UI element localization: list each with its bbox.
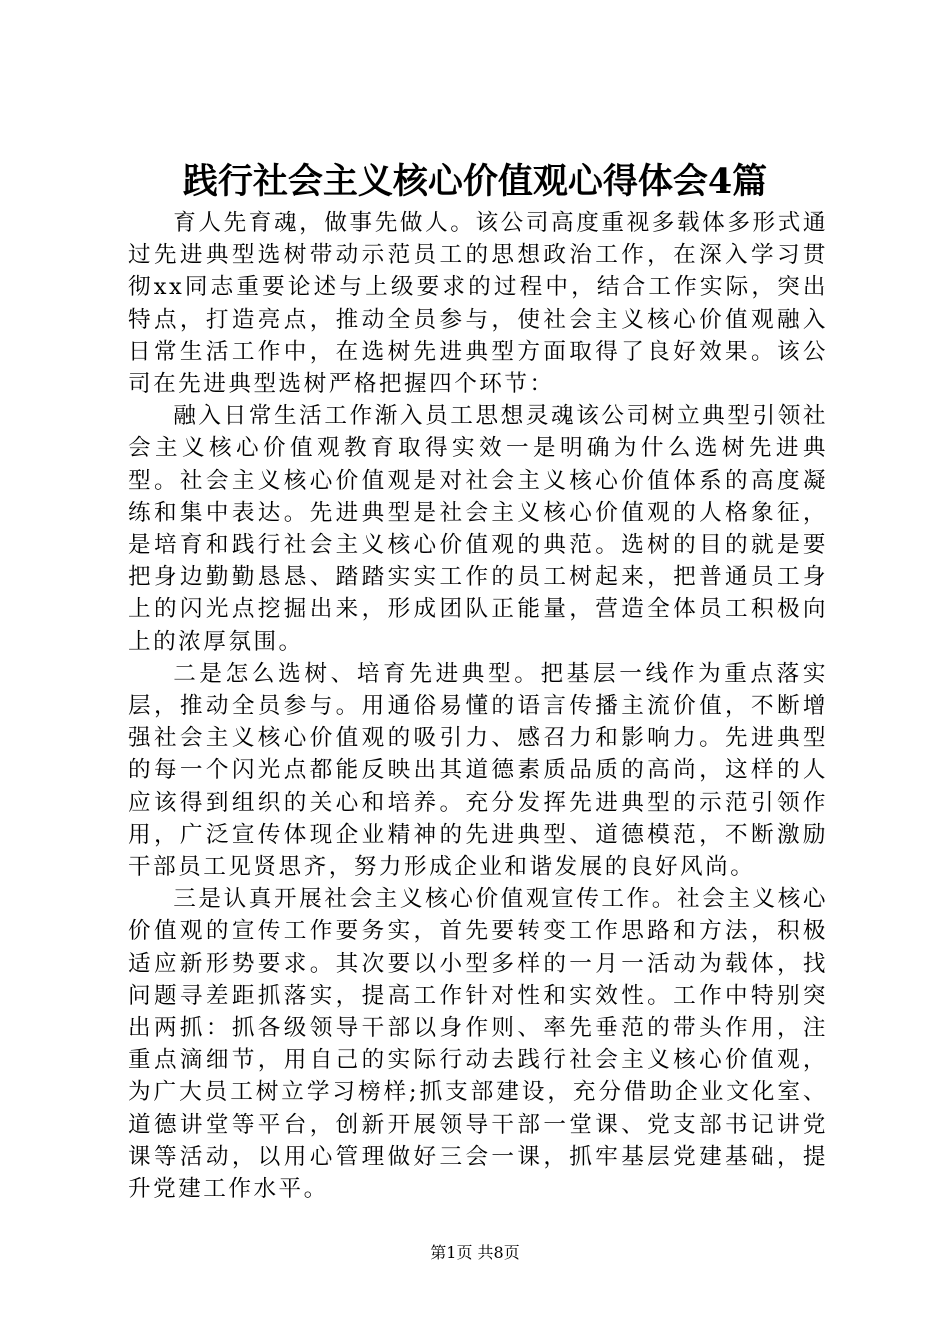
paragraph-1: 育人先育魂，做事先做人。该公司高度重视多载体多形式通过先进典型选树带动示范员工的思想政治工作，在深入学习贯彻xx同志重要论述与上级要求的过程中，结合工作实际，突出特点，打造亮点，推动全员参与，使社会主义核心价值观融入日常生活工作中，在选树先进典型方面取得了良好效果。该公司在先进典型选树严格把握四个环节： [128,210,828,398]
document-body [128,207,828,1205]
paragraph-3: 二是怎么选树、培育先进典型。把基层一线作为重点落实层，推动全员参与。用通俗易懂的语言传播主流价值，不断增强社会主义核心价值观的吸引力、感召力和影响力。先进典型的每一个闪光点都能反映出其道德素质品质的高尚，这样的人应该得到组织的关心和培养。充分发挥先进典型的示范引领作用，广泛宣传体现企业精神的先进典型、道德模范，不断激励干部员工见贤思齐，努力形成企业和谐发展的良好风尚。 [128,660,828,881]
page-title: 践行社会主义核心价值观心得体会4篇 [182,161,768,202]
page-number-footer: 第1页 共8页 [430,1243,520,1262]
paragraph-4: 三是认真开展社会主义核心价值观宣传工作。社会主义核心价值观的宣传工作要务实，首先要转变工作思路和方法，积极适应新形势要求。其次要以小型多样的一月一活动为载体，找问题寻差距抓落实，提高工作针对性和实效性。工作中特别突出两抓：抓各级领导干部以身作则、率先垂范的带头作用，注重点滴细节，用自己的实际行动去践行社会主义核心价值观，为广大员工树立学习榜样;抓支部建设，充分借助企业文化室、道德讲堂等平台，创新开展领导干部一堂课、党支部书记讲党课等活动，以用心管理做好三会一课，抓牢基层党建基础，提升党建工作水平。 [128,886,828,1203]
paragraph-2: 融入日常生活工作渐入员工思想灵魂该公司树立典型引领社会主义核心价值观教育取得实效一是明确为什么选树先进典型。社会主义核心价值观是对社会主义核心价值体系的高度凝练和集中表达。先进典型是社会主义核心价值观的人格象征，是培育和践行社会主义核心价值观的典范。选树的目的就是要把身边勤勤恳恳、踏踏实实工作的员工树起来，把普通员工身上的闪光点挖掘出来，形成团队正能量，营造全体员工积极向上的浓厚氛围。 [128,403,828,655]
